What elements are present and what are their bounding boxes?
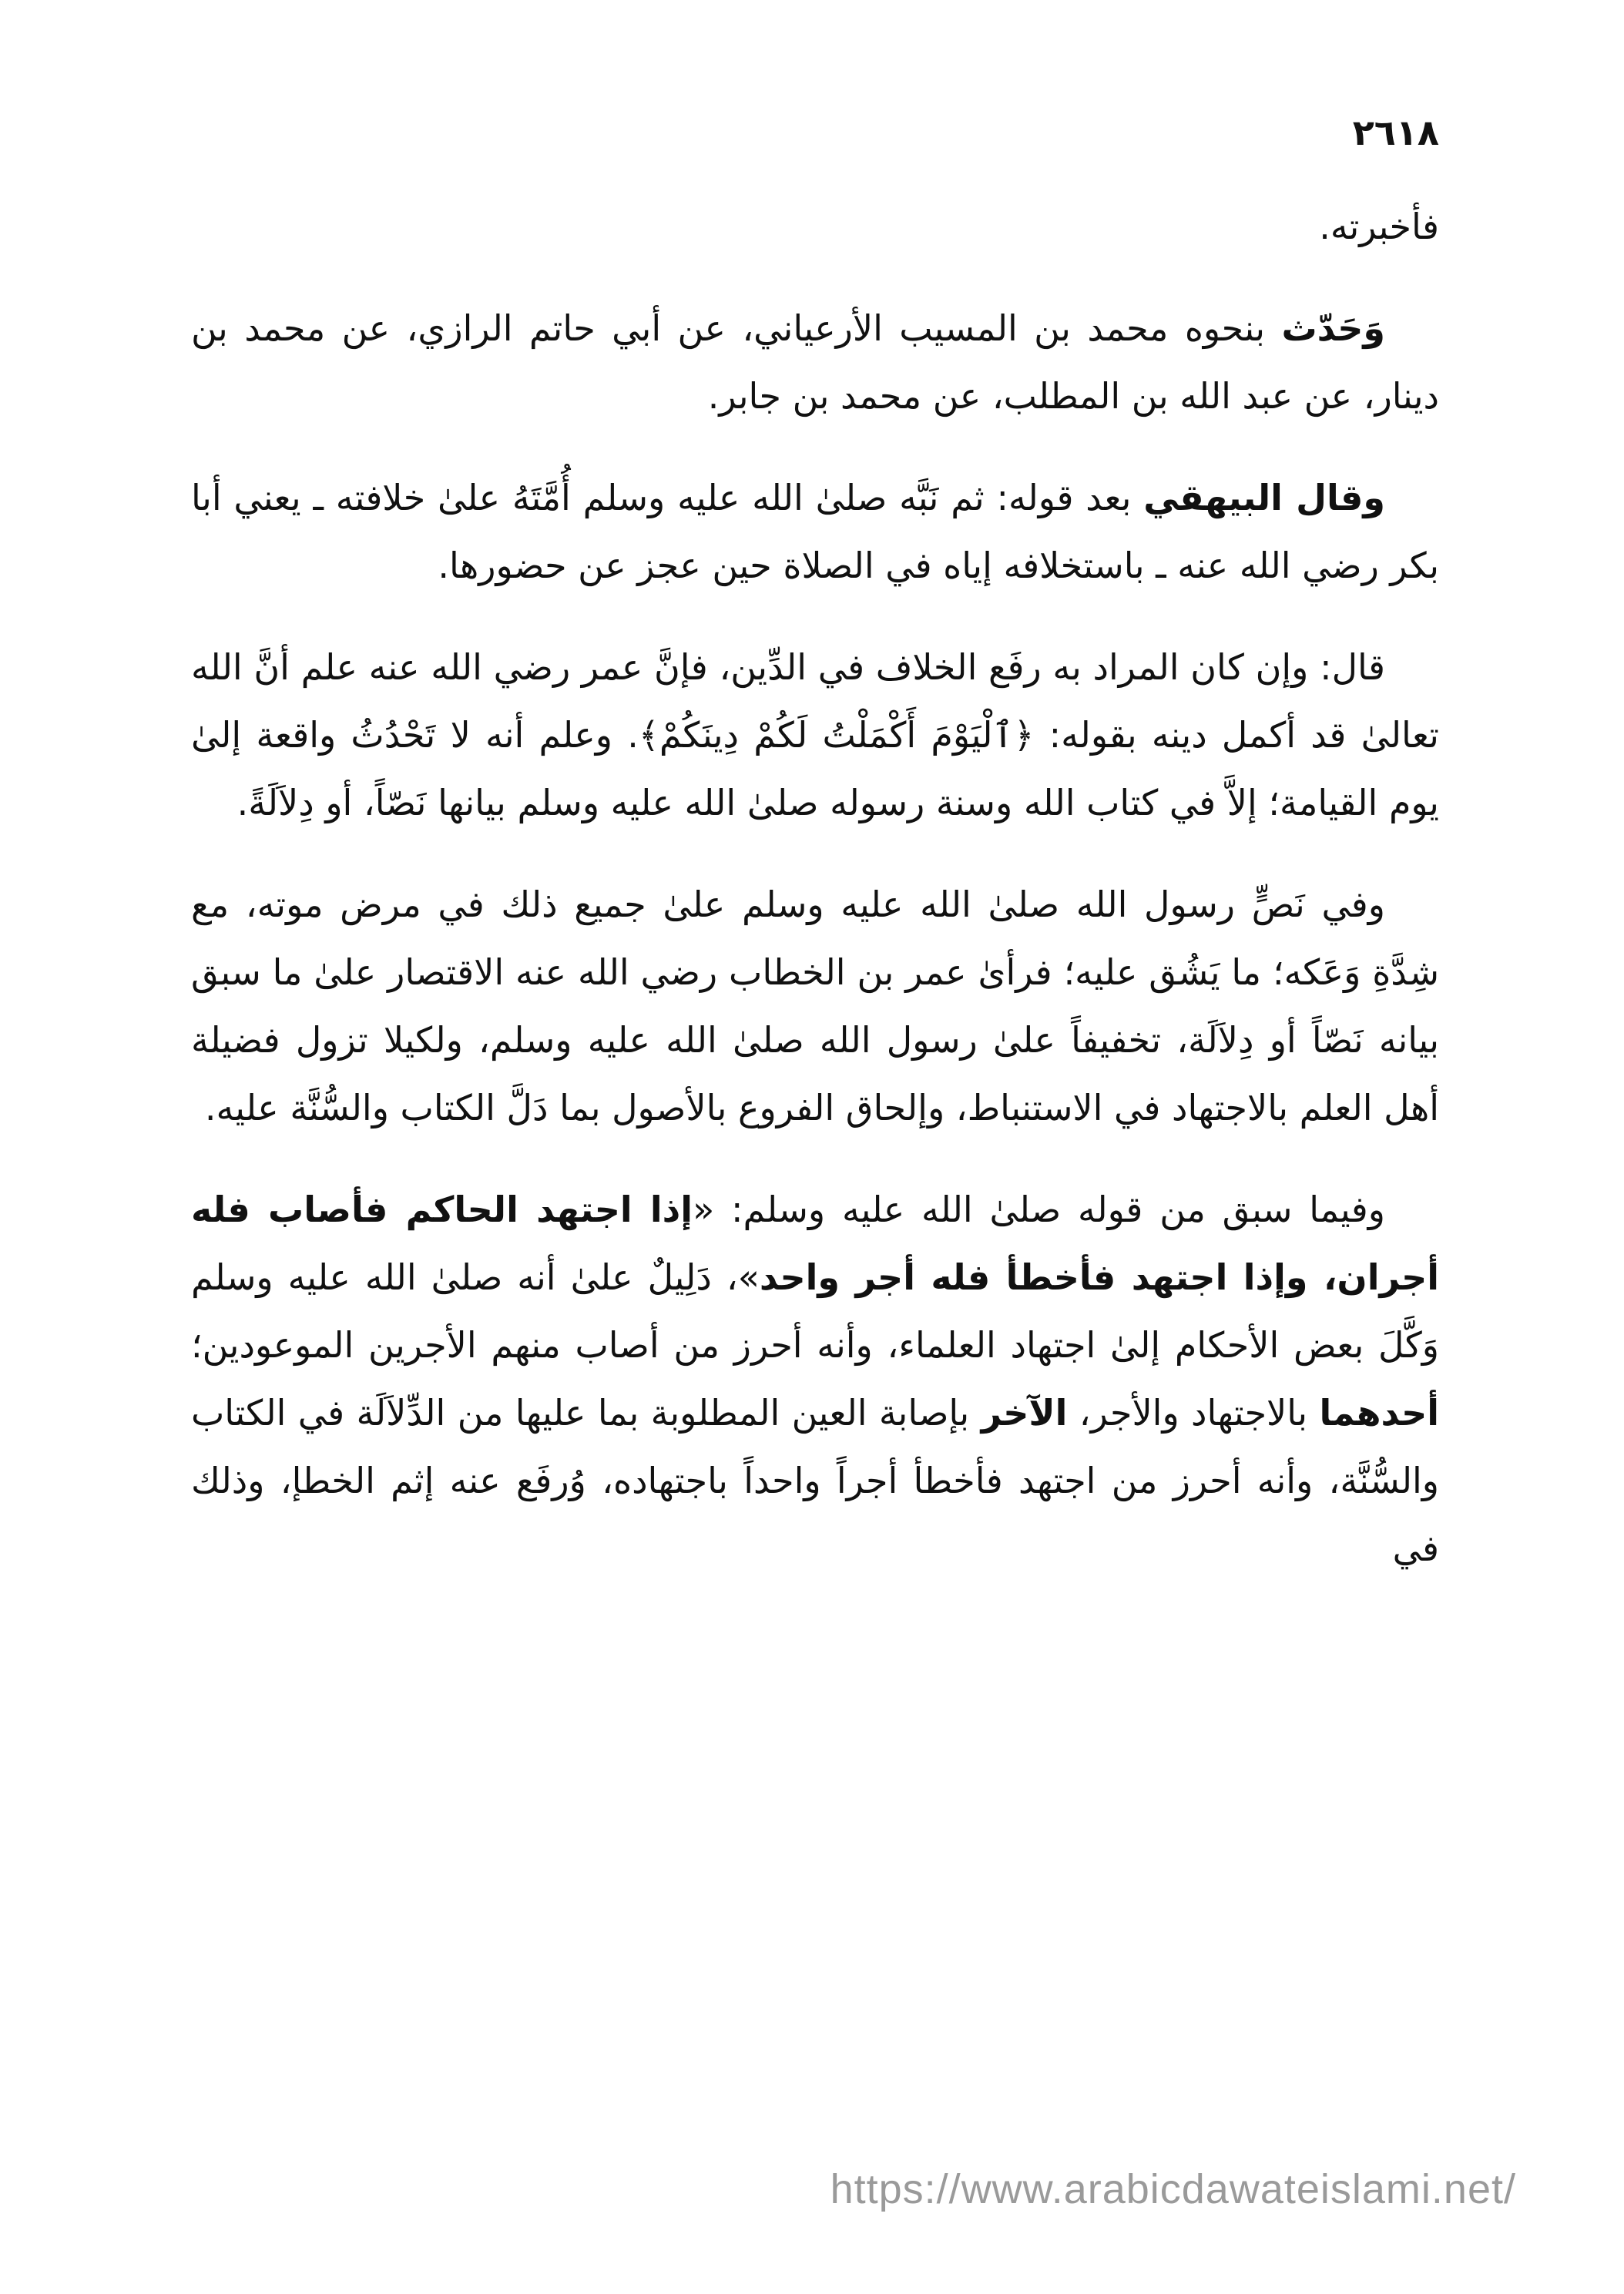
paragraph-3 [191, 464, 1439, 599]
text-run: »، دَلِيلٌ علىٰ أنه صلىٰ الله عليه وسلم وَكَّلَ بعض الأحكام إلىٰ اجتهاد العلماء، وأنه أحرز من أصاب منهم الأجرين الموعودين؛ [191, 1256, 1439, 1366]
bold-run: الآخر [981, 1392, 1068, 1434]
page-number: ٢٦١٨ [1352, 112, 1439, 153]
text-run: بالاجتهاد والأجر، [1067, 1392, 1320, 1434]
paragraph-4 [191, 633, 1439, 837]
paragraph-5 [191, 870, 1439, 1142]
watermark-url: https://www.arabicdawateislami.net/ [830, 2166, 1516, 2212]
hadith-quote: إذا اجتهد الحاكم فأصاب فله أجران، وإذا اجتهد فأخطأ فله أجر واحد [191, 1189, 1439, 1298]
text-run: . وعلم أنه لا تَحْدُثُ واقعة إلىٰ يوم القيامة؛ إلاَّ في كتاب الله وسنة رسوله صلىٰ الله عليه وسلم بيانها نَصّاً، أو دِلاَلَةً. [191, 714, 1439, 823]
text-run: فأخبرته. [1319, 206, 1439, 247]
paragraph-1 [191, 193, 1439, 260]
quran-verse: ﴿ٱلْيَوْمَ أَكْمَلْتُ لَكُمْ دِينَكُمْ﴾ [638, 714, 1035, 756]
bold-run: وقال البيهقي [1143, 477, 1385, 518]
text-run: بإصابة العين المطلوبة بما عليها من الدِّلاَلَة في الكتاب والسُّنَّة، وأنه أحرز من اجتهد فأخطأ أجراً واحداً باجتهاده، وُرفَع عنه إثم الخطإ، وذلك في [191, 1392, 1439, 1569]
bold-run: وَحَدّث [1281, 307, 1385, 349]
text-run: بعد قوله: ثم نَبَّه صلىٰ الله عليه وسلم أُمَّتَهُ علىٰ خلافته ـ يعني أبا بكر رضي الله عنه ـ باستخلافه إياه في الصلاة حين عجز عن حضورها. [191, 477, 1439, 586]
text-run: وفيما سبق من قوله صلىٰ الله عليه وسلم: « [693, 1189, 1385, 1230]
bold-run: أحدهما [1319, 1392, 1439, 1434]
text-run: وفي نَصٍّ رسول الله صلىٰ الله عليه وسلم علىٰ جميع ذلك في مرض موته، مع شِدَّةِ وَعَكه؛ ما يَشُق عليه؛ فرأىٰ عمر بن الخطاب رضي الله عنه الاقتصار علىٰ ما سبق بيانه نَصّاً أو دِلاَلَة، تخفيفاً علىٰ رسول الله صلىٰ الله عليه وسلم، ولكيلا تزول فضيلة أهل العلم بالاجتهاد في الاستنباط، وإلحاق الفروع بالأصول بما دَلَّ الكتاب والسُّنَّة عليه. [191, 884, 1439, 1129]
text-run: بنحوه محمد بن المسيب الأرعياني، عن أبي حاتم الرازي، عن محمد بن دينار، عن عبد الله بن المطلب، عن محمد بن جابر. [191, 307, 1439, 417]
page-body [191, 193, 1439, 1616]
paragraph-6 [191, 1176, 1439, 1582]
text-run: قال: وإن كان المراد به رفَع الخلاف في الدِّين، فإنَّ عمر رضي الله عنه علم أنَّ الله تعالىٰ قد أكمل دينه بقوله: [191, 646, 1439, 756]
paragraph-2 [191, 294, 1439, 430]
